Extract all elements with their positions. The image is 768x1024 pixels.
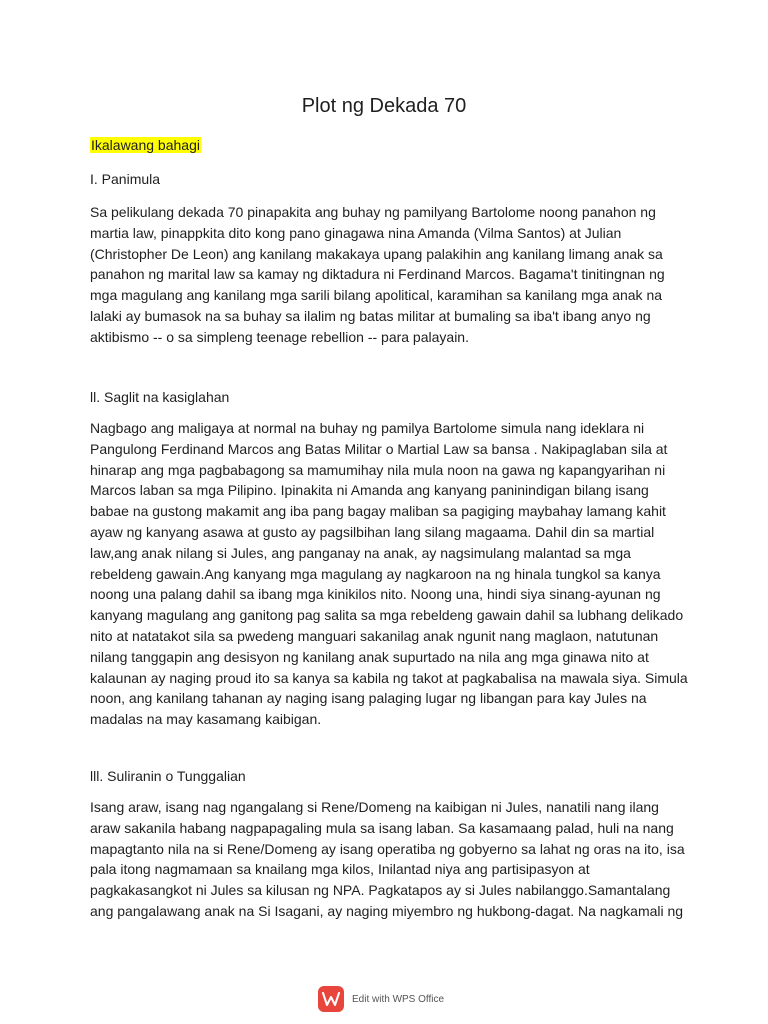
paragraph-line: martia law, pinappkita dito kong pano ginagawa nina Amanda (Vilma Santos) at Julian xyxy=(90,224,622,241)
paragraph-line: kalaunan ay naging proud ito sa kanya sa kabila ng takot at pagkabalisa na mawala siya. Simula xyxy=(90,669,688,686)
paragraph-line: panahon ng marital law sa kamay ng diktadura ni Ferdinand Marcos. Bagama't tinitingnan ng xyxy=(90,266,665,283)
section-heading-suliranin-o-tunggalian: lll. Suliranin o Tunggalian xyxy=(90,768,246,784)
document-title: Plot ng Dekada 70 xyxy=(301,95,467,117)
paragraph-line: kanyang magulang ang ganitong pag salita sa mga rebeldeng gawain dahil sa lubhang delikado xyxy=(90,607,684,624)
section-paragraph-panimula xyxy=(90,202,680,348)
paragraph-line: Sa pelikulang dekada 70 pinapakita ang buhay ng pamilyang Bartolome noong panahon ng xyxy=(90,204,656,220)
section-paragraph-suliranin-o-tunggalian xyxy=(90,797,685,922)
paragraph-line: ayaw ng kanyang asawa at gusto ay pagsilbihan lang silang magaama. Dahil din sa martial xyxy=(90,523,655,540)
paragraph-line: mga magulang ang kanilang mga sarili bilang apolitical, karamihan sa kanilang mga anak na xyxy=(90,287,663,304)
paragraph-line: (Christopher De Leon) ang kanilang makakaya upang palakihin ang kanilang limang anak sa xyxy=(90,245,663,262)
paragraph-line: noon, ang kanilang tahanan ay naging isang palaging lugar ng libangan para kay Jules na xyxy=(90,690,647,707)
wps-office-logo-icon xyxy=(318,986,344,1012)
paragraph-line: Isang araw, isang nag ngangalang si Rene/Domeng na kaibigan ni Jules, nanatili nang ilang xyxy=(90,799,659,815)
paragraph-line: hinarap ang mga pagbabagong sa mamumihay nila mula noon na gawa ng kapangyarihan ni xyxy=(90,461,666,478)
paragraph-line: babae na gustong makamit ang iba pang bagay maliban sa pagiging maybahay lamang kahit xyxy=(90,503,666,520)
paragraph-line: law,ang anak nilang si Jules, ang panganay na anak, ay nagsimulang malantad sa mga xyxy=(90,544,631,561)
paragraph-line: noong una palang dahil sa ibang mga kinikilos nito. Noong una, hindi siya sinang-ayunan ng xyxy=(90,586,661,603)
paragraph-line: Pangulong Ferdinand Marcos ang Batas Militar o Martial Law sa bansa . Nakipaglaban sila at xyxy=(90,440,668,457)
paragraph-line: rebeldeng gawain.Ang kanyang mga magulang ay nagkaroon na ng hinala tungkol sa kanya xyxy=(90,565,661,582)
paragraph-line: aktibismo -- o sa simpleng teenage rebellion -- para palayain. xyxy=(90,328,469,345)
paragraph-line: pagkakasangkot ni Jules sa kilusan ng NPA. Pagkatapos ay si Jules nabilanggo.Samantalang xyxy=(90,882,671,899)
paragraph-line: nito at natatakot sila sa pwedeng manguari sakanilag anak ngunit nang maglaon, natutunan xyxy=(90,627,659,644)
paragraph-line: ang pangalawang anak na Si Isagani, ay naging miyembro ng hukbong-dagat. Na nagkamali ng xyxy=(90,902,684,919)
paragraph-line: pala itong nagmamaan sa knailang mga kilos, Inilantad niya ang partisipasyon at xyxy=(90,861,590,878)
section-heading-panimula: I. Panimula xyxy=(90,171,161,187)
part-label xyxy=(90,136,201,154)
wps-w-glyph-icon xyxy=(322,992,340,1006)
paragraph-line: Nagbago ang maligaya at normal na buhay ng pamilya Bartolome simula nang ideklara ni xyxy=(90,420,645,436)
paragraph-line: nilang tanggapin ang desisyon ng kanilang anak supurtado na nila ang mga ginawa nito at xyxy=(90,648,649,665)
paragraph-line: mapagtanto nila na si Rene/Domeng ay isang operatiba ng gobyerno sa lahat ng oras na ito, isa xyxy=(90,840,685,857)
footer-text: Edit with WPS Office xyxy=(352,993,445,1005)
paragraph-line: lalaki ay bumasok na sa buhay sa ilalim ng batas militar at bumaling sa iba't ibang anyo ng xyxy=(90,307,651,324)
paragraph-line: araw sakanila habang nagpapagaling mula sa isang laban. Sa kasamaang palad, huli na nang xyxy=(90,819,674,836)
wps-office-watermark xyxy=(318,984,444,1014)
paragraph-line: madalas na may kasamang kaibigan. xyxy=(90,711,322,728)
highlighted-part-label: Ikalawang bahagi xyxy=(91,137,200,153)
paragraph-line: Marcos laban sa mga Pilipino. Ipinakita ni Amanda ang kanyang paninindigan bilang isang xyxy=(90,482,649,499)
section-paragraph-saglit-na-kasiglahan xyxy=(90,418,688,730)
section-heading-saglit-na-kasiglahan: ll. Saglit na kasiglahan xyxy=(90,389,230,405)
